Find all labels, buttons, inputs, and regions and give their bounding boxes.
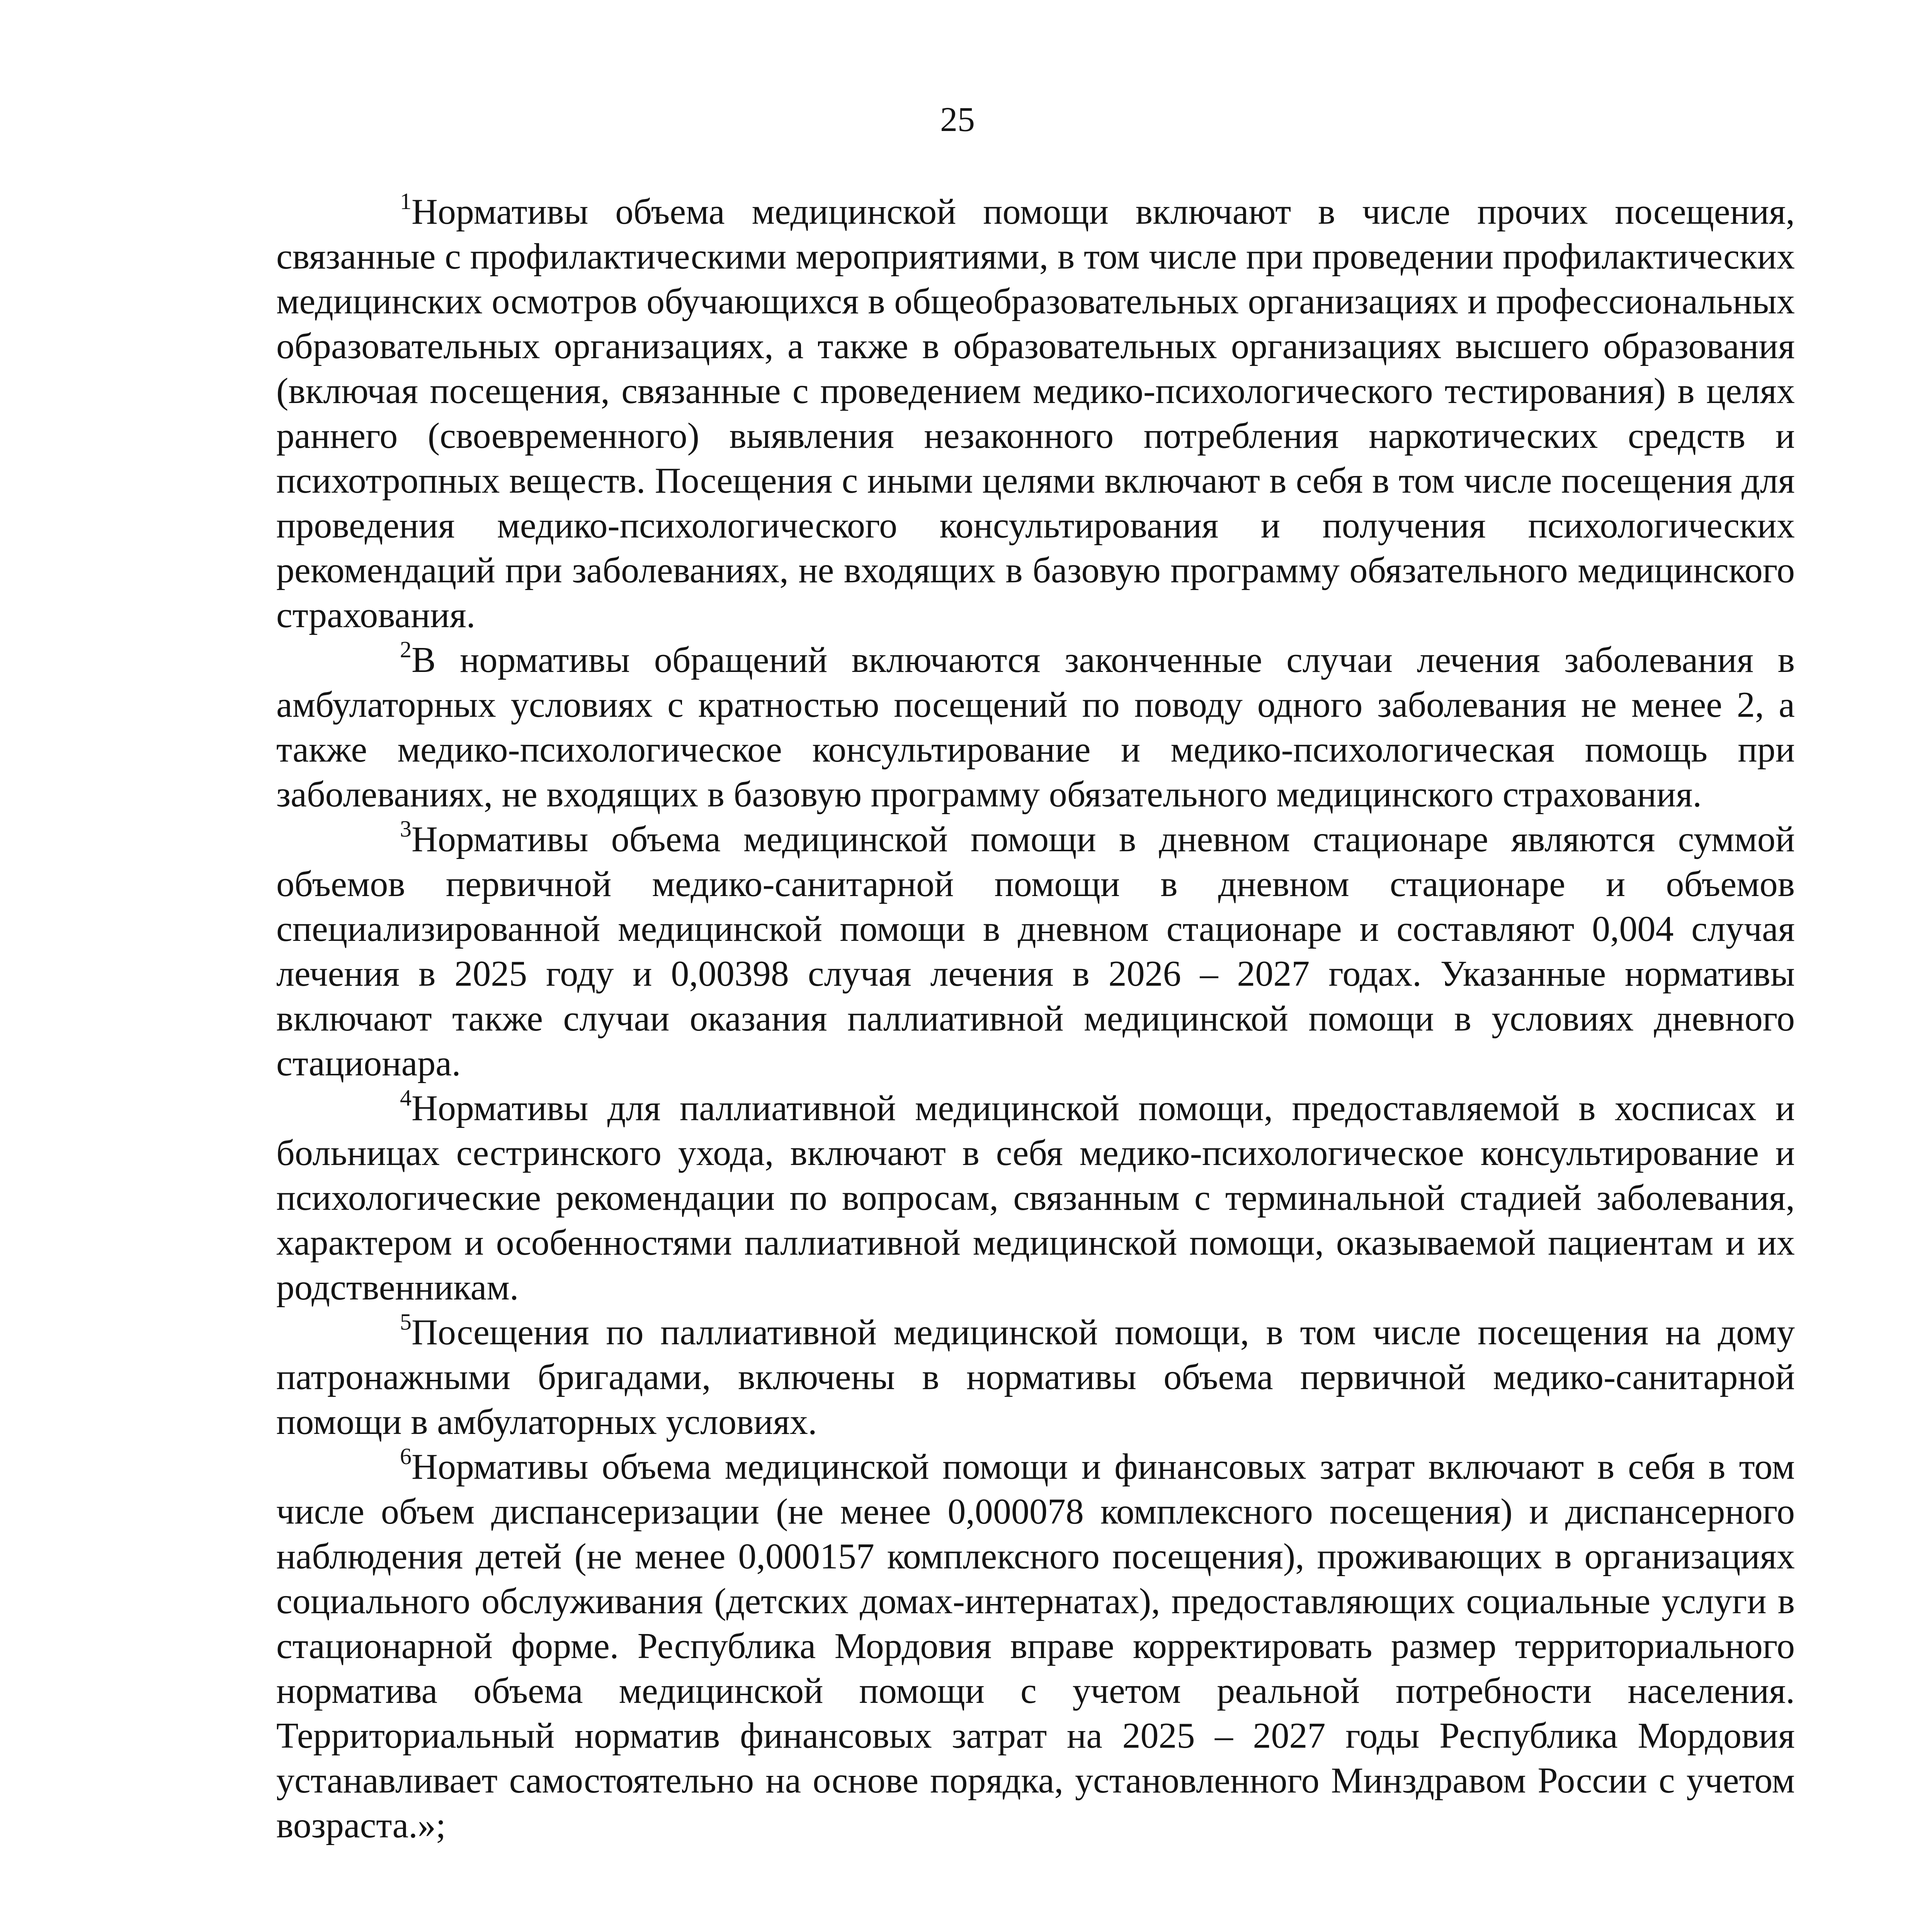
- footnote-5: [276, 1310, 1795, 1444]
- footnote-marker: 5: [400, 1309, 412, 1335]
- footnotes-section: [276, 189, 1795, 1848]
- footnote-text: Нормативы объема медицинской помощи и финансовых затрат включают в себя в том числе объем диспансеризации (не менее 0,000078 комплексного посещения) и диспансерного наблюдения детей (не менее 0,000157 комплексного посещения), проживающих в организациях социального обслуживания (детских домах-интернатах), предоставляющих социальные услуги в стационарной форме. Республика Мордовия вправе корректировать размер территориального норматива объема медицинской помощи с учетом реальной потребности населения. Территориальный норматив финансовых затрат на 2025 – 2027 годы Республика Мордовия устанавливает самостоятельно на основе порядка, установленного Минздравом России с учетом возраста.»;: [276, 1447, 1795, 1845]
- footnote-marker: 4: [400, 1085, 412, 1111]
- footnote-text: Нормативы объема медицинской помощи в дневном стационаре являются суммой объемов первичной медико-санитарной помощи в дневном стационаре и объемов специализированной медицинской помощи в дневном стационаре и составляют 0,004 случая лечения в 2025 году и 0,00398 случая лечения в 2026 – 2027 годах. Указанные нормативы включают также случаи оказания паллиативной медицинской помощи в условиях дневного стационара.: [276, 819, 1795, 1083]
- footnote-1: [276, 189, 1795, 638]
- footnote-marker: 3: [400, 816, 412, 842]
- footnote-6: [276, 1444, 1795, 1848]
- footnote-text: В нормативы обращений включаются законченные случаи лечения заболевания в амбулаторных условиях с кратностью посещений по поводу одного заболевания не менее 2, а также медико-психологическое консультирование и медико-психологическая помощь при заболеваниях, не входящих в базовую программу обязательного медицинского страхования.: [276, 640, 1795, 815]
- footnote-marker: 6: [400, 1444, 412, 1469]
- footnote-marker: 1: [400, 189, 412, 214]
- footnote-text: Посещения по паллиативной медицинской помощи, в том числе посещения на дому патронажными бригадами, включены в нормативы объема первичной медико-санитарной помощи в амбулаторных условиях.: [276, 1312, 1795, 1442]
- footnote-4: [276, 1086, 1795, 1310]
- footnote-marker: 2: [400, 637, 412, 662]
- footnote-2: [276, 638, 1795, 817]
- footnote-text: Нормативы для паллиативной медицинской помощи, предоставляемой в хосписах и больницах сестринского ухода, включают в себя медико-психологическое консультирование и психологические рекомендации по вопросам, связанным с терминальной стадией заболевания, характером и особенностями паллиативной медицинской помощи, оказываемой пациентам и их родственникам.: [276, 1088, 1795, 1308]
- footnote-text: Нормативы объема медицинской помощи включают в числе прочих посещения, связанные с профилактическими мероприятиями, в том числе при проведении профилактических медицинских осмотров обучающихся в общеобразовательных организациях и профессиональных образовательных организациях, а также в образовательных организациях высшего образования (включая посещения, связанные с проведением медико-психологического тестирования) в целях раннего (своевременного) выявления незаконного потребления наркотических средств и психотропных веществ. Посещения с иными целями включают в себя в том числе посещения для проведения медико-психологического консультирования и получения психологических рекомендаций при заболеваниях, не входящих в базовую программу обязательного медицинского страхования.: [276, 192, 1795, 635]
- page-number: 25: [940, 100, 975, 139]
- footnote-3: [276, 817, 1795, 1086]
